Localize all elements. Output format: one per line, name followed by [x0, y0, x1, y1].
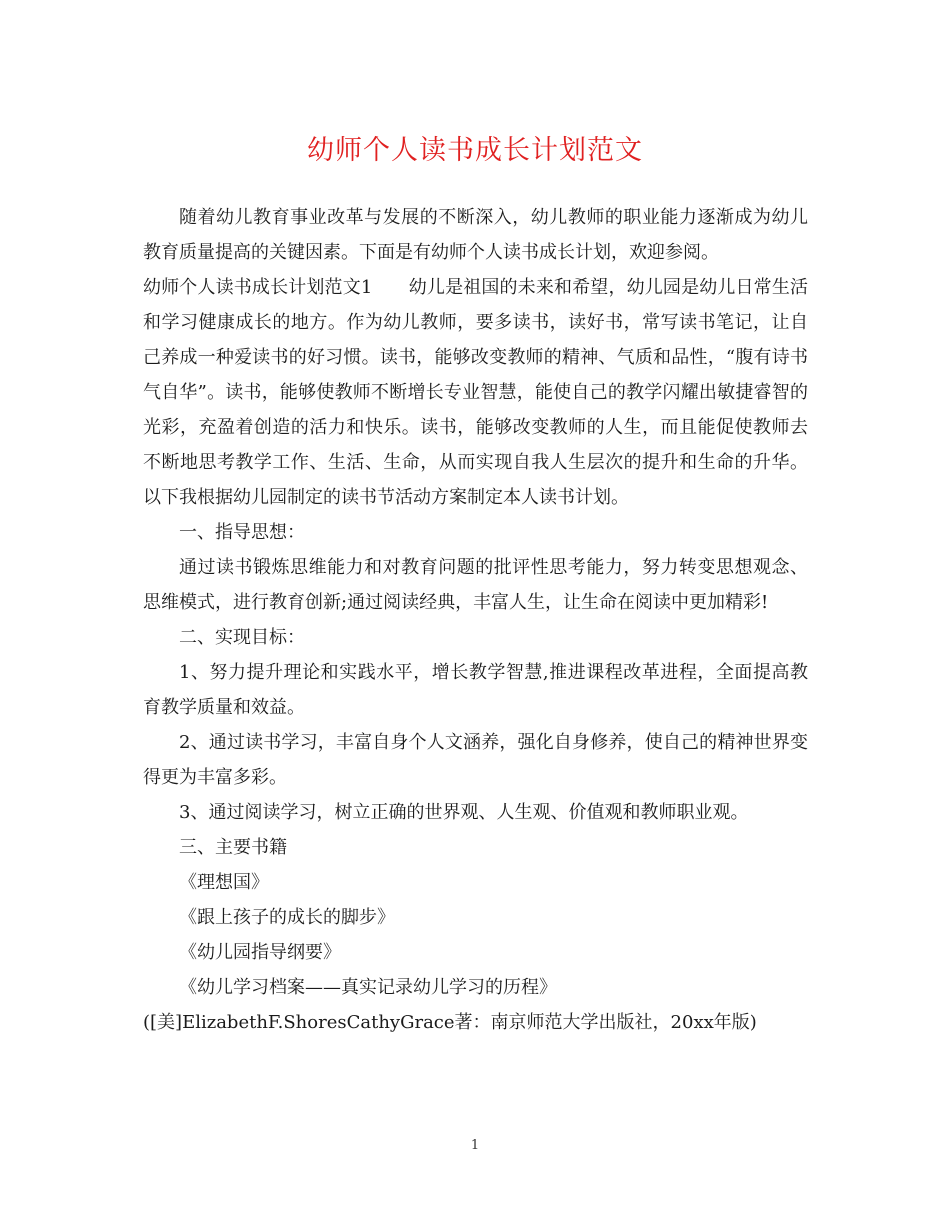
guiding-thought-paragraph: 通过读书锻炼思维能力和对教育问题的批评性思考能力，努力转变思想观念、思维模式，进行教育创新;通过阅读经典，丰富人生，让生命在阅读中更加精彩!: [143, 557, 808, 613]
section-heading-goals: 二、实现目标：: [179, 627, 305, 648]
book-item: 《理想国》: [179, 872, 269, 893]
book-item: 《跟上孩子的成长的脚步》: [179, 907, 395, 928]
book-item: 《幼儿园指导纲要》: [179, 942, 341, 963]
book-note: ([美]ElizabethF.ShoresCathyGrace著：南京师范大学出版社，20xx年版): [143, 1012, 757, 1033]
goal-item: 3、通过阅读学习，树立正确的世界观、人生观、价值观和教师职业观。: [179, 802, 749, 823]
document-body: [143, 200, 808, 1040]
section-heading-books: 三、主要书籍: [179, 837, 287, 858]
intro-paragraph: 随着幼儿教育事业改革与发展的不断深入，幼儿教师的职业能力逐渐成为幼儿教育质量提高的关键因素。下面是有幼师个人读书成长计划，欢迎参阅。: [143, 207, 808, 263]
book-item: 《幼儿学习档案——真实记录幼儿学习的历程》: [179, 977, 557, 998]
document-title: 幼师个人读书成长计划范文: [307, 135, 643, 166]
example-paragraph: 幼师个人读书成长计划范文1 幼儿是祖国的未来和希望，幼儿园是幼儿日常生活和学习健康成长的地方。作为幼儿教师，要多读书，读好书，常写读书笔记，让自己养成一种爱读书的好习惯。读书，能够改变教师的精神、气质和品性，“腹有诗书气自华”。读书，能够使教师不断增长专业智慧，能使自己的教学闪耀出敏捷睿智的光彩，充盈着创造的活力和快乐。读书，能够改变教师的人生，而且能促使教师去不断地思考教学工作、生活、生命，从而实现自我人生层次的提升和生命的升华。以下我根据幼儿园制定的读书节活动方案制定本人读书计划。: [143, 277, 808, 508]
goal-item: 2、通过读书学习，丰富自身个人文涵养，强化自身修养，使自己的精神世界变得更为丰富多彩。: [143, 732, 808, 788]
goal-item: 1、努力提升理论和实践水平，增长教学智慧,推进课程改革进程，全面提高教育教学质量和效益。: [143, 662, 808, 718]
section-heading-guiding-thought: 一、指导思想：: [179, 522, 305, 543]
page-number: 1: [470, 1138, 480, 1153]
